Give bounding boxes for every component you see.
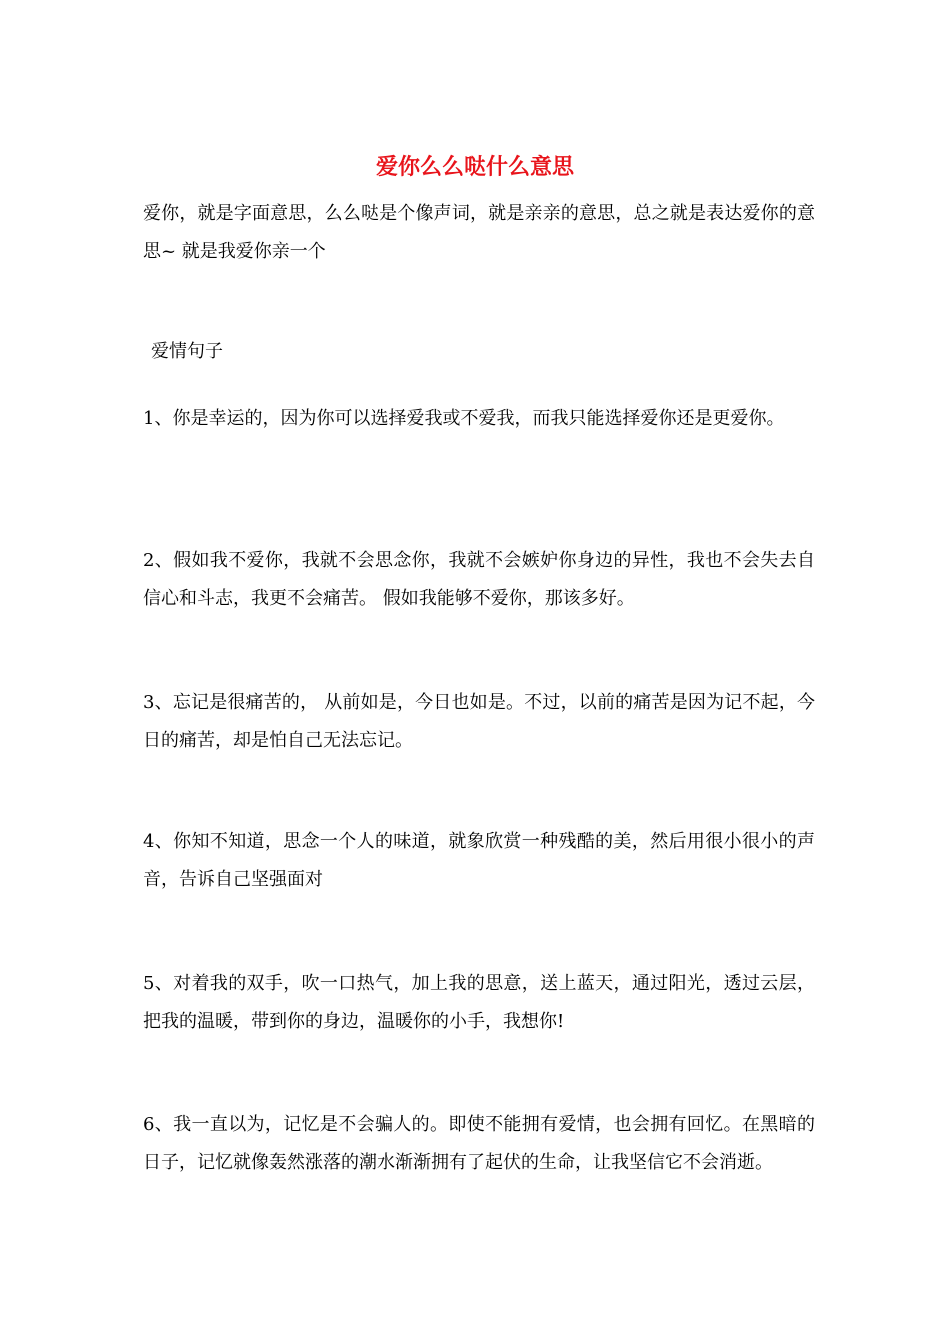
intro-paragraph: 爱你，就是字面意思，么么哒是个像声词，就是亲亲的意思，总之就是表达爱你的意思~ 就是我爱你亲一个: [143, 203, 815, 262]
document-title: 爱你么么哒什么意思: [375, 154, 574, 180]
section-heading: 爱情句子: [151, 341, 223, 362]
list-item: 3、忘记是很痛苦的， 从前如是，今日也如是。不过，以前的痛苦是因为记不起，今日的痛苦，却是怕自己无法忘记。: [143, 692, 815, 751]
list-item: 5、对着我的双手，吹一口热气，加上我的思意，送上蓝天，通过阳光，透过云层，把我的温暖，带到你的身边，温暖你的小手，我想你!: [143, 973, 815, 1032]
list-item: 1、你是幸运的，因为你可以选择爱我或不爱我，而我只能选择爱你还是更爱你。: [143, 408, 785, 429]
list-item: 2、假如我不爱你，我就不会思念你，我就不会嫉妒你身边的异性，我也不会失去自信心和斗志，我更不会痛苦。 假如我能够不爱你，那该多好。: [143, 550, 815, 609]
list-item: 4、你知不知道，思念一个人的味道，就象欣赏一种残酷的美，然后用很小很小的声音，告诉自己坚强面对: [143, 831, 815, 890]
list-item: 6、我一直以为，记忆是不会骗人的。即使不能拥有爱情，也会拥有回忆。在黑暗的日子，记忆就像轰然涨落的潮水渐渐拥有了起伏的生命，让我坚信它不会消逝。: [143, 1114, 815, 1173]
